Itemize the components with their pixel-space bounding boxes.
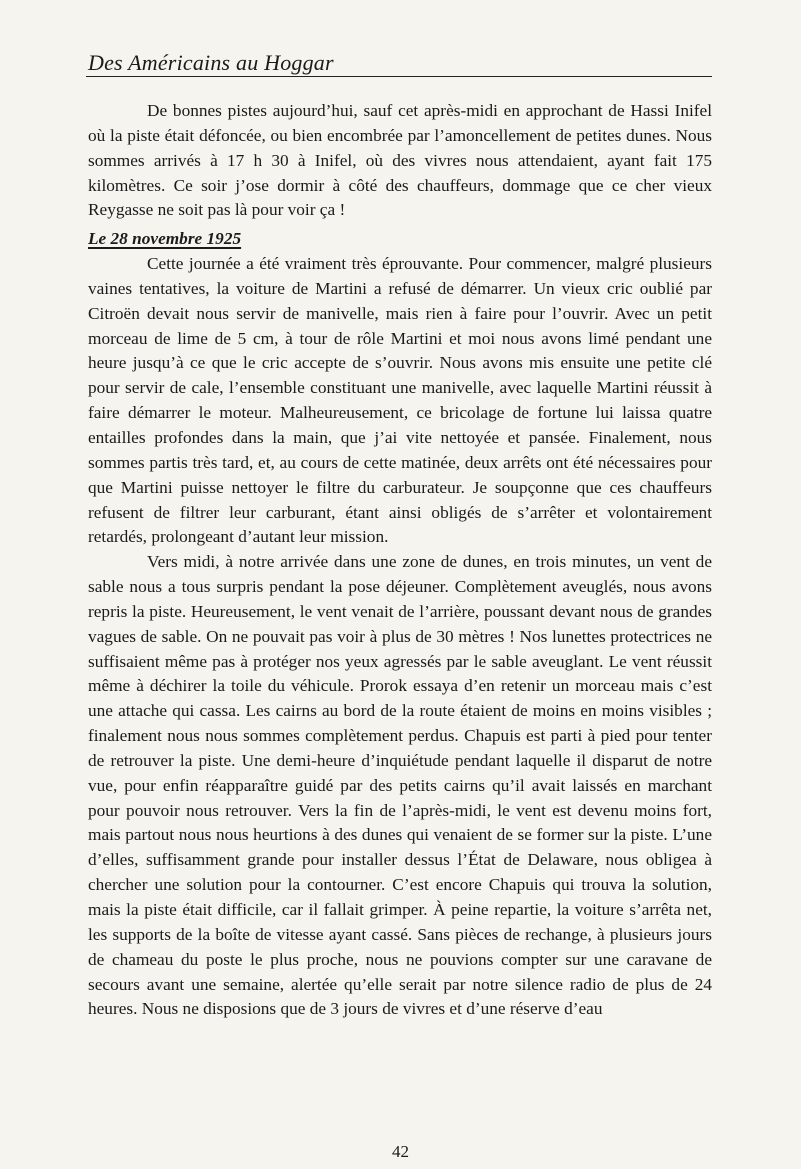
paragraph-3: Vers midi, à notre arrivée dans une zone de dunes, en trois minutes, un vent de sable nous a tous surpris pendant la pose déjeuner. Complètement aveuglés, nous avons repris la piste. Heureusement, le vent venait de l’arrière, poussant devant nous de grandes vagues de sable. On ne pouvait pas voir à plus de 30 mètres ! Nos lunettes protectrices ne suffisaient même pas à protéger nos yeux agressés par le sable aveuglant. Le vent réussit même à déchirer la toile du véhicule. Prorok essaya d’en retenir un morceau mais c’est une attache qui cassa. Les cairns au bord de la route étaient de moins en moins visibles ; finalement nous nous sommes complètement perdus. Chapuis est parti à pied pour tenter de retrouver la piste. Une demi-heure d’inquiétude pendant laquelle il disparut de notre vue, pour enfin réapparaître guidé par des petits cairns qu’il avait laissés en marchant pour pouvoir nous retrouver. Vers la fin de l’après-midi, le vent est devenu moins fort, mais partout nous nous heurtions à des dunes qui venaient de se former sur la piste. L’une d’elles, suffisamment grande pour installer dessus l’État de Delaware, nous obligea à chercher une solution pour la contourner. C’est encore Chapuis qui trouva la solution, mais la piste était difficile, car il fallait grimper. À peine repartie, la voiture s’arrêta net, les supports de la boîte de vitesse ayant cassé. Sans pièces de rechange, à plusieurs jours de chameau du poste le plus proche, nous ne pouvions compter sur une caravane de secours avant une semaine, alertée qu’elle serait par notre silence radio de plus de 24 heures. Nous ne disposions que de 3 jours de vivres et d’une réserve d’eau: [88, 552, 712, 1019]
paragraph-1: De bonnes pistes aujourd’hui, sauf cet après-midi en approchant de Hassi Inifel où la piste était défoncée, ou bien encombrée par l’amoncellement de petites dunes. Nous sommes arrivés à 17 h 30 à Inifel, où des vivres nous attendaient, ayant fait 175 kilomètres. Ce soir j’ose dormir à côté des chauffeurs, dommage que ce cher vieux Reygasse ne soit pas là pour voir ça !: [88, 101, 712, 220]
page-number: 42: [392, 1142, 409, 1161]
date-heading: Le 28 novembre 1925: [88, 229, 242, 249]
paragraph-2: Cette journée a été vraiment très éprouvante. Pour commencer, malgré plusieurs vaines tentatives, la voiture de Martini a refusé de démarrer. Un vieux cric oublié par Citroën devait nous servir de manivelle, mais rien à faire pour l’ouvrir. Avec un petit morceau de lime de 5 cm, à tour de rôle Martini et moi nous avons limé pendant une heure jusqu’à ce que le cric accepte de s’ouvrir. Nous avons mis ensuite une petite clé pour servir de cale, l’ensemble constituant une manivelle, avec laquelle Martini réussit à faire démarrer le moteur. Malheureusement, ce bricolage de fortune lui laissa quatre entailles profondes dans la main, que j’ai vite nettoyée et pansée. Finalement, nous sommes partis très tard, et, au cours de cette matinée, deux arrêts ont été nécessaires pour que Martini puisse nettoyer le filtre du carburateur. Je soupçonne que ces chauffeurs refusent de filtrer leur carburant, étant ainsi obligés de s’arrêter et volontairement retardés, prolongeant d’autant leur mission.: [88, 254, 712, 547]
body-text: [88, 99, 712, 1022]
header-rule: [86, 76, 712, 77]
running-title: Des Américains au Hoggar: [88, 50, 334, 75]
